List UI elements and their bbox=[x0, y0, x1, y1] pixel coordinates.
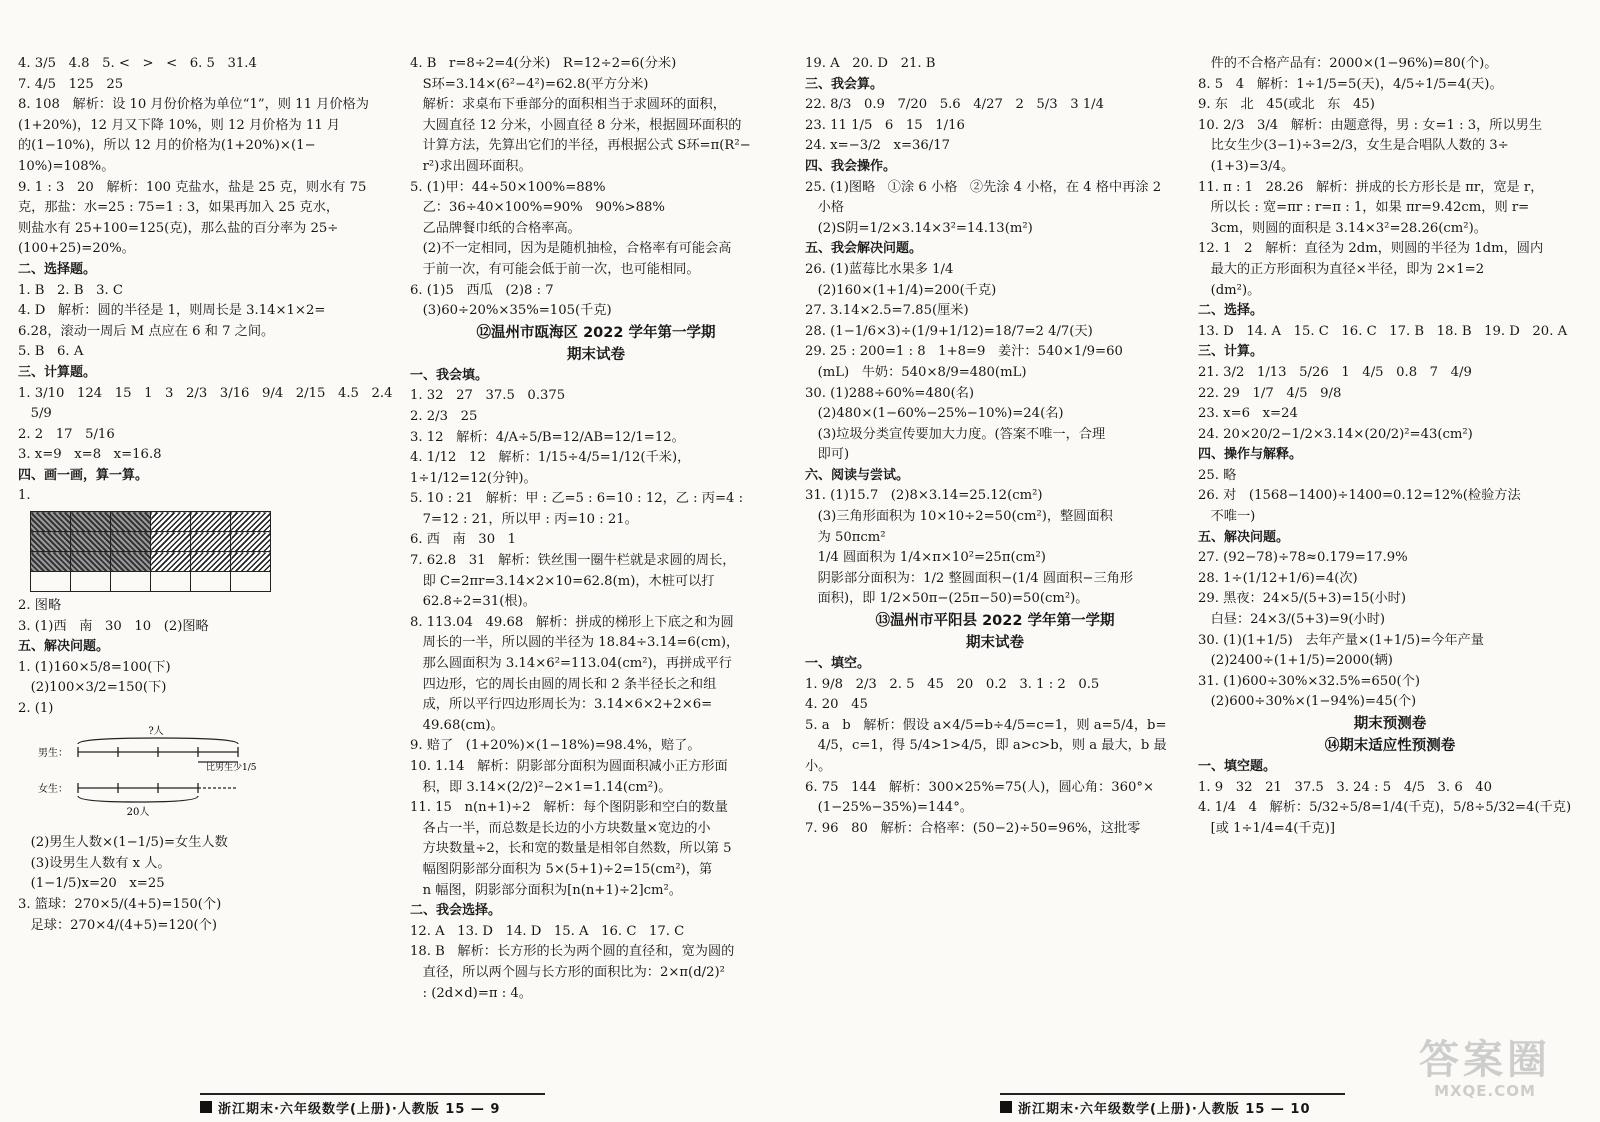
answer-line: 27. 3.14×2.5=7.85(厘米) bbox=[805, 303, 969, 319]
column-3 bbox=[805, 54, 1185, 1072]
answer-line: 7. 62.8 31 解析：铁丝围一圈牛栏就是求圆的周长， bbox=[410, 553, 736, 569]
answer-line: 3. x=9 x=8 x=16.8 bbox=[18, 447, 162, 463]
answer-line: 7=12 : 21，所以甲 : 丙=10 : 21。 bbox=[410, 511, 638, 527]
grid-cell bbox=[231, 572, 271, 592]
answer-line: 6. 75 144 解析：300×25%=75(人)，圆心角：360°× bbox=[805, 779, 1155, 795]
answer-line: 1. (1)160×5/8=100(下) bbox=[18, 659, 171, 675]
grid-cell bbox=[151, 532, 191, 552]
answer-line: 62.8÷2=31(根)。 bbox=[410, 594, 536, 610]
answer-line: 的(1−10%)，所以 12 月的价格为(1+20%)×(1− bbox=[18, 138, 316, 154]
answer-line: (2)不一定相同，因为是随机抽检，合格率有可能会高 bbox=[410, 241, 732, 257]
answer-line: 1. 32 27 37.5 0.375 bbox=[410, 388, 566, 404]
answer-line: 阴影部分面积为：1/2 整圆面积−(1/4 圆面积−三角形 bbox=[805, 570, 1134, 586]
answer-line: n 幅图，阴影部分面积为[n(n+1)÷2]cm²。 bbox=[410, 882, 682, 898]
answer-line: 23. x=6 x=24 bbox=[1198, 406, 1298, 422]
answer-line: 22. 8/3 0.9 7/20 5.6 4/27 2 5/3 3 1/4 bbox=[805, 97, 1105, 113]
answer-line: (dm²)。 bbox=[1198, 282, 1261, 298]
answer-line: 28. (1−1/6×3)÷(1/9+1/12)=18/7=2 4/7(天) bbox=[805, 323, 1093, 339]
answer-line: (1−25%−35%)=144°。 bbox=[805, 800, 973, 816]
section-heading: 四、操作与解释。 bbox=[1198, 447, 1303, 463]
answer-line: 比女生少(3−1)÷3=2/3，女生是合唱队人数的 3÷ bbox=[1198, 138, 1509, 154]
answer-line: 6.28，滚动一周后 M 点应在 6 和 7 之间。 bbox=[18, 323, 275, 339]
section-heading: 四、画一画，算一算。 bbox=[18, 467, 149, 483]
grid-cell bbox=[31, 572, 71, 592]
answer-line: 解析：求桌布下垂部分的面积相当于求圆环的面积， bbox=[410, 97, 726, 113]
line-segment-diagram bbox=[38, 722, 268, 822]
answer-line: 4. 1/12 12 解析：1/15÷4/5=1/12(千米)，1÷1/12=12(分钟)。 bbox=[410, 450, 691, 486]
answer-line: 8. 113.04 49.68 解析：拼成的梯形上下底之和为圆 bbox=[410, 614, 734, 630]
answer-line: 9. 东 北 45(或北 东 45) bbox=[1198, 97, 1375, 113]
answer-line: (2)600÷30%×(1−94%)=45(个) bbox=[1198, 694, 1417, 710]
section-heading: 二、选择题。 bbox=[18, 261, 97, 277]
grid-cell bbox=[111, 552, 151, 572]
answer-line: 积，即 3.14×(2/2)²−2×1=1.14(cm²)。 bbox=[410, 779, 672, 795]
answer-line: 8. 108 解析：设 10 月份价格为单位“1”，则 11 月价格为 bbox=[18, 97, 369, 113]
answer-line: (1+20%)，12 月又下降 10%，则 12 月价格为 11 月 bbox=[18, 117, 341, 133]
answer-line: 30. (1)(1+1/5) 去年产量×(1+1/5)=今年产量 bbox=[1198, 632, 1484, 648]
diagram-note: 比男生少1/5 bbox=[206, 762, 257, 773]
answer-line: 10. 2/3 3/4 解析：由题意得，男 : 女=1 : 3，所以男生 bbox=[1198, 117, 1543, 133]
answer-line: 1. 9/8 2/3 2. 5 45 20 0.2 3. 1 : 2 0.5 bbox=[805, 676, 1100, 692]
answer-line: 则盐水有 25+100=125(克)，那么盐的百分率为 25÷ bbox=[18, 220, 339, 236]
answer-line: 那么圆面积为 3.14×6²=113.04(cm²)，再拼成平行 bbox=[410, 656, 732, 672]
answer-line: r²)求出圆环面积。 bbox=[410, 158, 532, 174]
answer-line: 乙：36÷40×100%=90% 90%>88% bbox=[410, 200, 665, 216]
answer-line: 4. 3/5 4.8 5. < > < 6. 5 31.4 bbox=[18, 56, 257, 71]
answer-line: (3)设男生人数有 x 人。 bbox=[18, 855, 171, 871]
answer-line: (100+25)=20%。 bbox=[18, 241, 135, 257]
watermark-text: 答案圈 bbox=[1419, 1037, 1551, 1083]
answer-line: (2)480×(1−60%−25%−10%)=24(名) bbox=[805, 406, 1064, 422]
diagram-bottom-label: 20人 bbox=[126, 806, 150, 818]
answer-line: 25. 略 bbox=[1198, 467, 1237, 483]
answer-line: 乙品牌餐巾纸的合格率高。 bbox=[410, 220, 581, 236]
answer-line: 4. D 解析：圆的半径是 1，则周长是 3.14×1×2= bbox=[18, 303, 326, 319]
answer-line: 5. 10 : 21 解析：甲 : 乙=5 : 6=10 : 12，乙 : 丙=4 : bbox=[410, 491, 744, 507]
grid-cell bbox=[111, 572, 151, 592]
answer-line: 29. 黑夜：24×5/(5+3)=15(小时) bbox=[1198, 591, 1407, 607]
answer-line: 周长的一半，所以圆的半径为 18.84÷3.14=6(cm)， bbox=[410, 635, 740, 651]
column-4 bbox=[1198, 54, 1582, 1072]
answer-line: 4. 20 45 bbox=[805, 697, 868, 713]
grid-cell bbox=[191, 512, 231, 532]
answer-line: (2)男生人数×(1−1/5)=女生人数 bbox=[18, 835, 228, 851]
watermark-url: MXQE.COM bbox=[1434, 1082, 1536, 1100]
grid-cell bbox=[31, 512, 71, 532]
section-heading: 一、填空。 bbox=[805, 656, 871, 672]
answer-line: 1. B 2. B 3. C bbox=[18, 282, 123, 298]
section-title: ⑭期末适应性预测卷 bbox=[1324, 738, 1456, 754]
section-title: ⑫温州市瓯海区 2022 学年第一学期 bbox=[476, 324, 716, 341]
section-title: ⑬温州市平阳县 2022 学年第一学期 bbox=[875, 613, 1115, 630]
answer-line: 最大的正方形面积为直径×半径，即为 2×1=2 bbox=[1198, 261, 1485, 277]
section-heading: 一、填空题。 bbox=[1198, 759, 1277, 774]
answer-line: 11. 15 n(n+1)÷2 解析：每个图阴影和空白的数量 bbox=[410, 800, 728, 816]
section-heading: 五、我会解决问题。 bbox=[805, 241, 923, 257]
section-heading: 三、我会算。 bbox=[805, 76, 884, 92]
footer-square-icon bbox=[200, 1101, 212, 1113]
footer-left bbox=[200, 1096, 500, 1118]
section-heading: 二、我会选择。 bbox=[410, 903, 502, 919]
answer-line: 足球：270×4/(4+5)=120(个) bbox=[18, 917, 218, 933]
answer-line: 所以长 : 宽=πr : r=π : 1，如果 πr=9.42cm，则 r= bbox=[1198, 200, 1530, 216]
answer-line: 四边形，它的周长由圆的周长和 2 条半径长之和组 bbox=[410, 676, 717, 692]
grid-cell bbox=[191, 552, 231, 572]
footer-rule-right bbox=[1000, 1093, 1345, 1095]
answer-line: 成，所以平行四边形周长为：3.14×6×2+2×6= bbox=[410, 697, 713, 713]
section-heading: 五、解决问题。 bbox=[18, 639, 110, 655]
answer-line: 5. B 6. A bbox=[18, 344, 84, 360]
answer-line: 各占一半，而总数是长边的小方块数量×宽边的小 bbox=[410, 820, 711, 836]
answer-line: 6. 西 南 30 1 bbox=[410, 532, 517, 548]
answer-line: 6. (1)5 西瓜 (2)8 : 7 bbox=[410, 282, 554, 298]
answer-line: 23. 11 1/5 6 15 1/16 bbox=[805, 117, 965, 133]
answer-line: 31. (1)15.7 (2)8×3.14=25.12(cm²) bbox=[805, 488, 1043, 504]
answer-line: 5. a b 解析：假设 a×4/5=b÷4/5=c=1，则 a=5/4，b= bbox=[805, 717, 1167, 733]
grid-cell bbox=[151, 572, 191, 592]
diagram-bottom-brace bbox=[78, 796, 198, 802]
answer-line: 件的不合格产品有：2000×(1−96%)=80(个)。 bbox=[1198, 56, 1498, 71]
answer-line: 计算方法，先算出它们的半径，再根据公式 S环=π(R²− bbox=[410, 138, 751, 154]
answer-line: 大圆直径 12 分米，小圆直径 8 分米，根据圆环面积的 bbox=[410, 117, 742, 133]
footer-right bbox=[1000, 1096, 1311, 1118]
answer-line: 面积)，即 1/2×50π−(25π−50)=50(cm²)。 bbox=[805, 591, 1089, 607]
answer-line: 即可) bbox=[805, 447, 850, 463]
answer-line: 为 50πcm² bbox=[805, 529, 886, 545]
answer-line: 4. B r=8÷2=4(分米) R=12÷2=6(分米) bbox=[410, 56, 677, 71]
answer-line: 9. 1 : 3 20 解析：100 克盐水，盐是 25 克，则水有 75 bbox=[18, 179, 367, 195]
answer-line: 小格 bbox=[805, 200, 844, 216]
grid-cell bbox=[191, 572, 231, 592]
answer-line: 1. 9 32 21 37.5 3. 24 : 5 4/5 3. 6 40 bbox=[1198, 779, 1493, 795]
answer-line: 11. π : 1 28.26 解析：拼成的长方形长是 πr，宽是 r， bbox=[1198, 179, 1544, 195]
section-heading: 一、我会填。 bbox=[410, 367, 489, 383]
grid-cell bbox=[71, 532, 111, 552]
answer-line: 7. 96 80 解析：合格率：(50−2)÷50=96%，这批零 bbox=[805, 820, 1141, 836]
answer-line: (2)100×3/2=150(下) bbox=[18, 680, 167, 696]
answer-line: 26. 对 (1568−1400)÷1400=0.12=12%(检验方法 bbox=[1198, 488, 1521, 504]
answer-line: 25. (1)图略 ①涂 6 小格 ②先涂 4 小格，在 4 格中再涂 2 bbox=[805, 179, 1162, 195]
diagram-girl-label: 女生： bbox=[38, 783, 68, 795]
answer-line: 1/4 圆面积为 1/4×π×10²=25π(cm²) bbox=[805, 550, 1046, 566]
answer-line: 1. 3/10 124 15 1 3 2/3 3/16 9/4 2/15 4.5 2.4 bbox=[18, 385, 393, 401]
diagram-boy-label: 男生： bbox=[38, 747, 68, 759]
answer-line: 1. bbox=[18, 488, 31, 504]
answer-line: 白昼：24×3/(5+3)=9(小时) bbox=[1198, 612, 1386, 628]
grid-cell bbox=[111, 532, 151, 552]
footer-square-icon bbox=[1000, 1101, 1012, 1113]
grid-cell bbox=[231, 552, 271, 572]
section-heading: 五、解决问题。 bbox=[1198, 529, 1290, 545]
answer-line: 克，那盐：水=25 : 75=1 : 3，如果再加入 25 克水， bbox=[18, 200, 340, 216]
answer-line: 28. 1÷(1/12+1/6)=4(次) bbox=[1198, 570, 1358, 586]
answer-line: 2. 2/3 25 bbox=[410, 408, 478, 424]
diagram-top-brace bbox=[78, 738, 238, 744]
diagram-top-label: ?人 bbox=[148, 725, 164, 737]
answer-line: 22. 29 1/7 4/5 9/8 bbox=[1198, 385, 1342, 401]
grid-cell bbox=[71, 572, 111, 592]
answer-line: S环=3.14×(6²−4²)=62.8(平方分米) bbox=[410, 76, 649, 92]
grid-cell bbox=[231, 532, 271, 552]
footer-right-text: 浙江期末·六年级数学(上册)·人教版 15 — 10 bbox=[1018, 1101, 1311, 1117]
answer-line: 31. (1)600÷30%×32.5%=650(个) bbox=[1198, 673, 1421, 689]
answer-line: 26. (1)蓝莓比水果多 1/4 bbox=[805, 261, 954, 277]
answer-line: 3. 12 解析：4/A÷5/B=12/AB=12/1=12。 bbox=[410, 429, 685, 445]
answer-line: (1+3)=3/4。 bbox=[1198, 158, 1295, 174]
footer-rule-left bbox=[200, 1093, 545, 1095]
grid-cell bbox=[151, 512, 191, 532]
section-heading: 三、计算题。 bbox=[18, 364, 97, 380]
grid-cell bbox=[111, 512, 151, 532]
shaded-grid-figure bbox=[30, 511, 271, 592]
answer-line: 30. (1)288÷60%=480(名) bbox=[805, 385, 975, 401]
answer-line: 27. (92−78)÷78≈0.179=17.9% bbox=[1198, 550, 1408, 566]
answer-line: 12. 1 2 解析：直径为 2dm，则圆的半径为 1dm，圆内 bbox=[1198, 241, 1544, 257]
answer-line: 18. B 解析：长方形的长为两个圆的直径和，宽为圆的 bbox=[410, 944, 735, 960]
footer-left-text: 浙江期末·六年级数学(上册)·人教版 15 — 9 bbox=[218, 1101, 501, 1117]
answer-line: 3. (1)西 南 30 10 (2)图略 bbox=[18, 618, 209, 634]
answer-line: 4/5，c=1，得 5/4>1>4/5，即 a>c>b，则 a 最大，b 最小。 bbox=[805, 738, 1167, 774]
answer-line: 3cm，则圆的面积是 3.14×3²=28.26(cm²)。 bbox=[1198, 220, 1487, 236]
answer-line: 10. 1.14 解析：阴影部分面积为圆面积减小正方形面 bbox=[410, 759, 728, 774]
section-heading: 二、选择。 bbox=[1198, 303, 1264, 319]
section-heading: 六、阅读与尝试。 bbox=[805, 467, 910, 483]
section-heading: 四、我会操作。 bbox=[805, 158, 897, 174]
answer-line: 19. A 20. D 21. B bbox=[805, 56, 936, 71]
answer-line: (2)S阴=1/2×3.14×3²=14.13(m²) bbox=[805, 220, 1033, 236]
answer-line: [或 1÷1/4=4(千克)] bbox=[1198, 820, 1336, 836]
answer-line: (2)160×(1+1/4)=200(千克) bbox=[805, 282, 997, 298]
column-2 bbox=[410, 54, 782, 1072]
answer-line: 12. A 13. D 14. D 15. A 16. C 17. C bbox=[410, 923, 685, 939]
answer-line: 2. (1) bbox=[18, 701, 54, 717]
answer-line: (3)60÷20%×35%=105(千克) bbox=[410, 303, 612, 319]
answer-line: 幅图阴影部分面积为 5×(5+1)÷2=15(cm²)，第 bbox=[410, 861, 713, 877]
answer-line: 49.68(cm)。 bbox=[410, 717, 504, 733]
answer-line: 21. 3/2 1/13 5/26 1 4/5 0.8 7 4/9 bbox=[1198, 364, 1472, 380]
answer-line: 5/9 bbox=[18, 406, 52, 422]
grid-cell bbox=[31, 552, 71, 572]
section-heading: 三、计算。 bbox=[1198, 344, 1264, 360]
grid-cell bbox=[31, 532, 71, 552]
section-title: 期末预测卷 bbox=[1353, 716, 1427, 732]
answer-line: 不唯一) bbox=[1198, 509, 1256, 525]
section-title: 期末试卷 bbox=[567, 346, 625, 363]
answer-line: 24. x=−3/2 x=36/17 bbox=[805, 138, 950, 154]
answer-line: 即 C=2πr=3.14×2×10=62.8(m)，木桩可以打 bbox=[410, 573, 715, 589]
column-1 bbox=[18, 54, 394, 1072]
answer-line: 29. 25 : 200=1 : 8 1+8=9 姜汁：540×1/9=60 bbox=[805, 344, 1123, 360]
answer-line: 2. 图略 bbox=[18, 598, 62, 614]
answer-line: 10%)=108%。 bbox=[18, 158, 115, 174]
answer-line: 3. 篮球：270×5/(4+5)=150(个) bbox=[18, 897, 222, 912]
answer-line: 8. 5 4 解析：1÷1/5=5(天)，4/5÷1/5=4(天)。 bbox=[1198, 76, 1503, 92]
grid-cell bbox=[231, 512, 271, 532]
answer-line: : (2d×d)=π : 4。 bbox=[410, 985, 532, 1001]
watermark-logo bbox=[1390, 1038, 1580, 1108]
answer-line: 于前一次，有可能会低于前一次，也可能相同。 bbox=[410, 261, 700, 277]
grid-cell bbox=[71, 552, 111, 572]
answer-line: 方块数量÷2，长和宽的数量是相邻自然数，所以第 5 bbox=[410, 841, 732, 857]
answer-line: 5. (1)甲：44÷50×100%=88% bbox=[410, 179, 606, 195]
answer-line: (2)2400÷(1+1/5)=2000(辆) bbox=[1198, 653, 1393, 669]
grid-cell bbox=[191, 532, 231, 552]
answer-line: (3)三角形面积为 10×10÷2=50(cm²)，整圆面积 bbox=[805, 509, 1113, 525]
grid-cell bbox=[71, 512, 111, 532]
answer-line: 24. 20×20/2−1/2×3.14×(20/2)²=43(cm²) bbox=[1198, 426, 1473, 442]
answer-line: 4. 1/4 4 解析：5/32÷5/8=1/4(千克)，5/8÷5/32=4(千克) bbox=[1198, 800, 1572, 816]
answer-line: (mL) 牛奶：540×8/9=480(mL) bbox=[805, 364, 1027, 380]
section-title: 期末试卷 bbox=[966, 635, 1024, 652]
answer-line: (3)垃圾分类宣传要加大力度。(答案不唯一，合理 bbox=[805, 426, 1106, 442]
answer-line: 7. 4/5 125 25 bbox=[18, 76, 124, 92]
grid-cell bbox=[151, 552, 191, 572]
answer-line: 直径，所以两个圆与长方形的面积比为：2×π(d/2)² bbox=[410, 964, 725, 980]
answer-line: 13. D 14. A 15. C 16. C 17. B 18. B 19. D 20. A bbox=[1198, 323, 1568, 339]
answer-line: 2. 2 17 5/16 bbox=[18, 426, 115, 442]
answer-line: (1−1/5)x=20 x=25 bbox=[18, 876, 165, 892]
answer-line: 9. 赔了 (1+20%)×(1−18%)=98.4%，赔了。 bbox=[410, 738, 701, 754]
